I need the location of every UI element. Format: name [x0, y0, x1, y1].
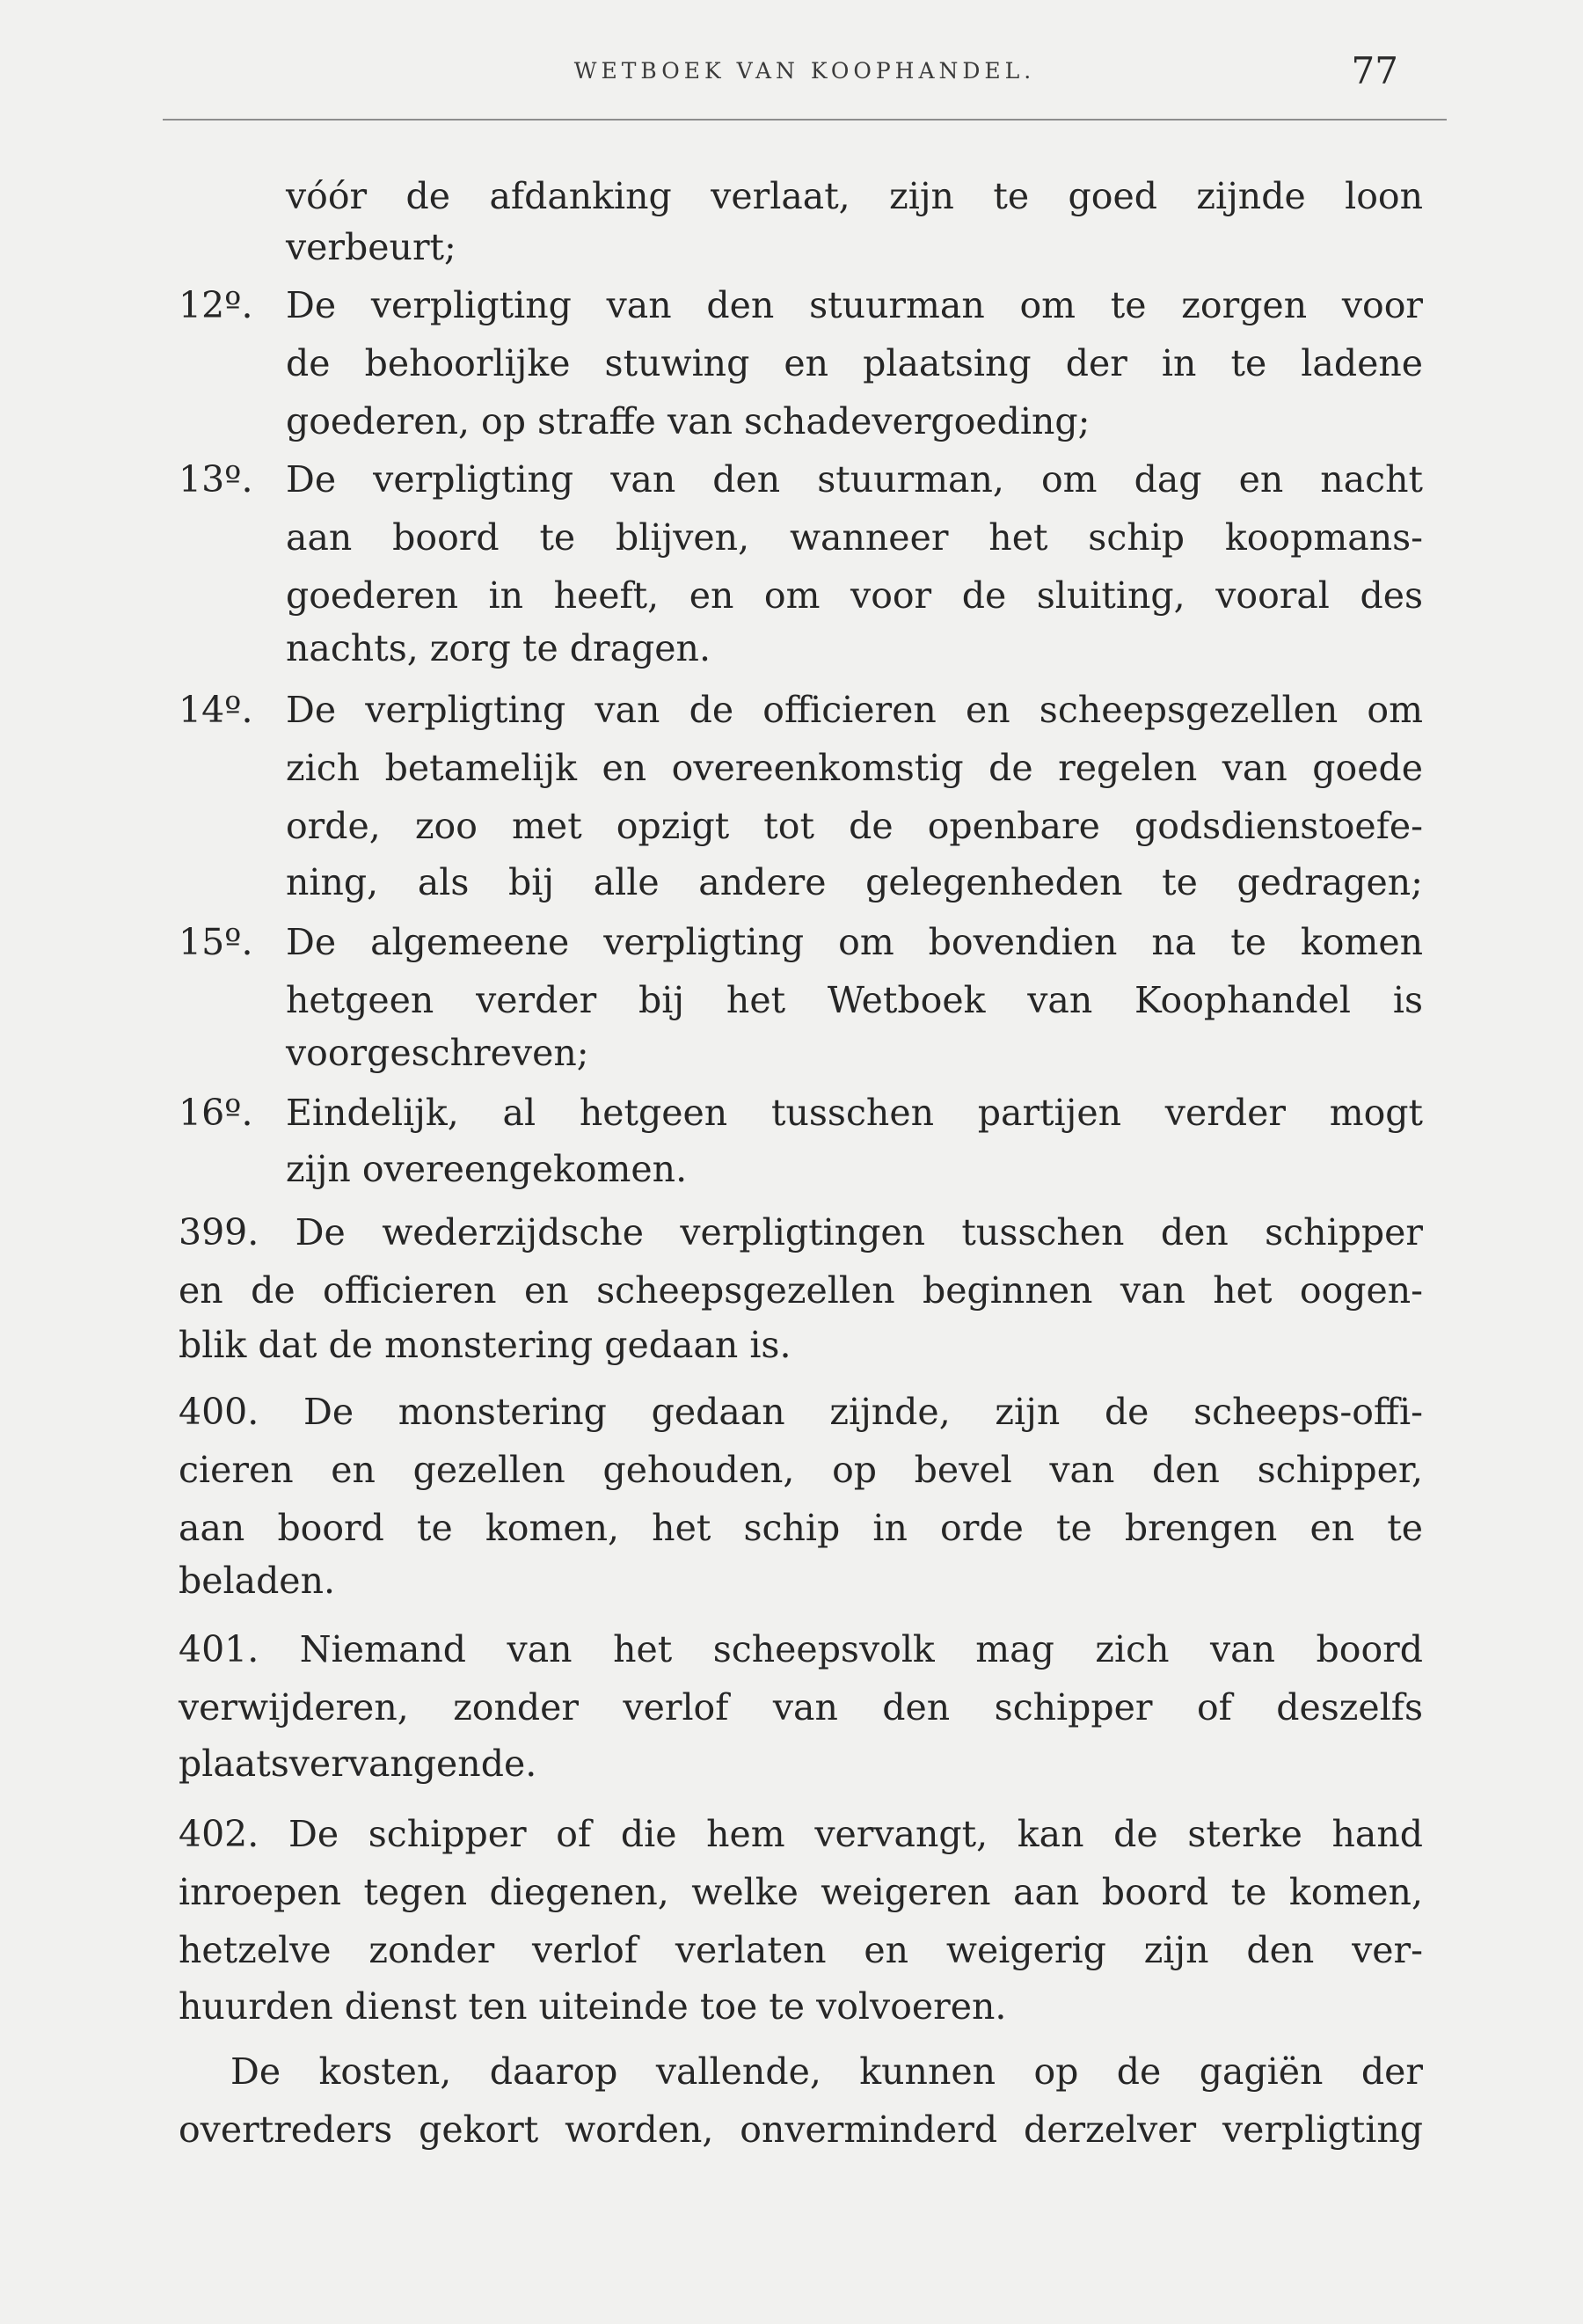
text-line: zich betamelijk en overeenkomstig de regelen van goede	[286, 747, 1423, 789]
item-number: 12º.	[179, 284, 253, 326]
header-rule	[163, 119, 1447, 121]
text-line: blik dat de monstering gedaan is.	[179, 1324, 792, 1366]
text-line: goederen in heeft, en om voor de sluiting, vooral des	[286, 574, 1423, 617]
text-line: orde, zoo met opzigt tot de openbare godsdienstoefe-	[286, 805, 1423, 847]
item-number: 16º.	[179, 1092, 253, 1134]
text-line: voorgeschreven;	[286, 1032, 589, 1074]
item-number: 15º.	[179, 921, 253, 963]
item-number: 14º.	[179, 689, 253, 731]
text-line: De verpligting van den stuurman om te zorgen voor	[286, 284, 1423, 326]
page-number: 77	[1351, 49, 1398, 92]
text-line: overtreders gekort worden, onverminderd derzelver verpligting	[179, 2108, 1423, 2151]
text-line: verwijderen, zonder verlof van den schipper of deszelfs	[179, 1686, 1423, 1728]
text-line: 399. De wederzijdsche verpligtingen tusschen den schipper	[179, 1211, 1423, 1253]
text-line: nachts, zorg te dragen.	[286, 627, 711, 669]
text-line: plaatsvervangende.	[179, 1743, 537, 1785]
text-line: ning, als bij alle andere gelegenheden te gedragen;	[286, 861, 1423, 903]
text-line: hetgeen verder bij het Wetboek van Koophandel is	[286, 979, 1423, 1021]
text-line: vóór de afdanking verlaat, zijn te goed zijnde loon	[286, 175, 1423, 217]
text-line: De algemeene verpligting om bovendien na te komen	[286, 921, 1423, 963]
page-header	[163, 49, 1447, 106]
text-line: de behoorlijke stuwing en plaatsing der in te ladene	[286, 342, 1423, 384]
text-line: De kosten, daarop vallende, kunnen op de gagiën der	[230, 2050, 1423, 2093]
running-title: WETBOEK VAN KOOPHANDEL.	[573, 58, 1036, 84]
item-number: 13º.	[179, 458, 253, 501]
text-line: De verpligting van den stuurman, om dag en nacht	[286, 458, 1423, 501]
text-line: 401. Niemand van het scheepsvolk mag zich van boord	[179, 1628, 1423, 1670]
text-line: aan boord te blijven, wanneer het schip koopmans-	[286, 516, 1423, 559]
text-line: verbeurt;	[286, 226, 456, 268]
text-line: zijn overeengekomen.	[286, 1148, 688, 1190]
text-line: cieren en gezellen gehouden, op bevel van den schipper,	[179, 1449, 1423, 1491]
text-line: 402. De schipper of die hem vervangt, kan de sterke hand	[179, 1813, 1423, 1855]
text-line: 400. De monstering gedaan zijnde, zijn de scheeps-offi-	[179, 1391, 1423, 1433]
text-line: De verpligting van de officieren en scheepsgezellen om	[286, 689, 1423, 731]
text-line: aan boord te komen, het schip in orde te brengen en te	[179, 1507, 1423, 1549]
text-line: goederen, op straffe van schadevergoeding;	[286, 400, 1091, 442]
text-line: beladen.	[179, 1560, 336, 1602]
text-line: hetzelve zonder verlof verlaten en weigerig zijn den ver-	[179, 1929, 1423, 1971]
text-line: inroepen tegen diegenen, welke weigeren aan boord te komen,	[179, 1871, 1423, 1913]
text-line: Eindelijk, al hetgeen tusschen partijen verder mogt	[286, 1092, 1423, 1134]
text-line: en de officieren en scheepsgezellen beginnen van het oogen-	[179, 1269, 1423, 1312]
text-line: huurden dienst ten uiteinde toe te volvoeren.	[179, 1985, 1007, 2028]
